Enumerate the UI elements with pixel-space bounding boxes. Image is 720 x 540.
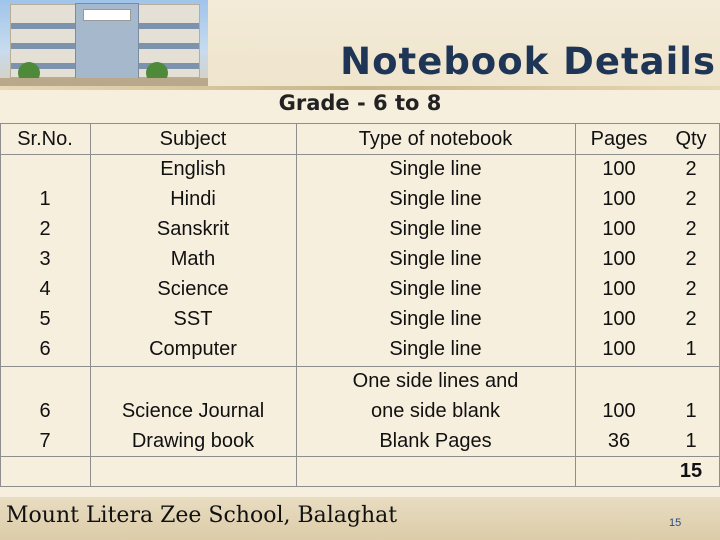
sr-cell: 6 <box>39 400 51 422</box>
page-title: Notebook Details <box>340 40 716 83</box>
subject-cell: Science Journal <box>121 400 265 422</box>
type-cell: Single line <box>389 248 482 270</box>
pages-cell: 36 <box>607 430 631 452</box>
qty-cell: 2 <box>685 218 697 240</box>
qty-cell: 2 <box>685 248 697 270</box>
pages-cell: 100 <box>602 308 636 330</box>
subject-cell: Sanskrit <box>156 218 230 240</box>
footer-bar <box>0 497 720 540</box>
title-bar <box>208 0 720 90</box>
qty-cell: 2 <box>685 308 697 330</box>
header-qty: Qty <box>675 128 707 150</box>
pages-cell: 100 <box>602 158 636 180</box>
type-cell: Blank Pages <box>379 430 492 452</box>
sr-cell: 7 <box>39 430 51 452</box>
page-number: 15 <box>669 517 682 529</box>
subject-cell: Drawing book <box>131 430 255 452</box>
type-cell: Single line <box>389 218 482 240</box>
type-cell: one side blank <box>371 400 500 422</box>
header-sr-no: Sr.No. <box>17 128 73 150</box>
pages-cell: 100 <box>602 248 636 270</box>
notebook-table <box>0 123 720 487</box>
subject-cell: Math <box>170 248 216 270</box>
sr-cell: 4 <box>39 278 51 300</box>
subject-cell: English <box>160 158 226 180</box>
pages-cell: 100 <box>602 278 636 300</box>
subject-cell: SST <box>173 308 213 330</box>
subject-cell: Computer <box>149 338 237 360</box>
school-name: Mount Litera Zee School, Balaghat <box>6 503 398 528</box>
type-cell: Single line <box>389 188 482 210</box>
type-cell: Single line <box>389 278 482 300</box>
pages-cell: 100 <box>602 400 636 422</box>
sr-cell: 6 <box>39 338 51 360</box>
type-cell: Single line <box>389 308 482 330</box>
total-qty: 15 <box>679 460 703 482</box>
grade-heading: Grade - 6 to 8 <box>278 91 442 115</box>
sr-cell: 5 <box>39 308 51 330</box>
qty-cell: 1 <box>685 338 697 360</box>
type-cell: Single line <box>389 338 482 360</box>
qty-cell: 1 <box>685 400 697 422</box>
subject-cell: Hindi <box>170 188 216 210</box>
sr-cell: 2 <box>39 218 51 240</box>
type-cell: One side lines and <box>352 370 519 392</box>
qty-cell: 1 <box>685 430 697 452</box>
school-building-photo <box>0 0 208 90</box>
qty-cell: 2 <box>685 188 697 210</box>
qty-cell: 2 <box>685 278 697 300</box>
type-cell: Single line <box>389 158 482 180</box>
header-type: Type of notebook <box>358 128 513 150</box>
header-pages: Pages <box>590 128 648 150</box>
subject-cell: Science <box>157 278 229 300</box>
pages-cell: 100 <box>602 338 636 360</box>
sr-cell: 3 <box>39 248 51 270</box>
pages-cell: 100 <box>602 218 636 240</box>
pages-cell: 100 <box>602 188 636 210</box>
title-divider <box>0 86 720 90</box>
sr-cell: 1 <box>39 188 51 210</box>
qty-cell: 2 <box>685 158 697 180</box>
header-subject: Subject <box>159 128 227 150</box>
